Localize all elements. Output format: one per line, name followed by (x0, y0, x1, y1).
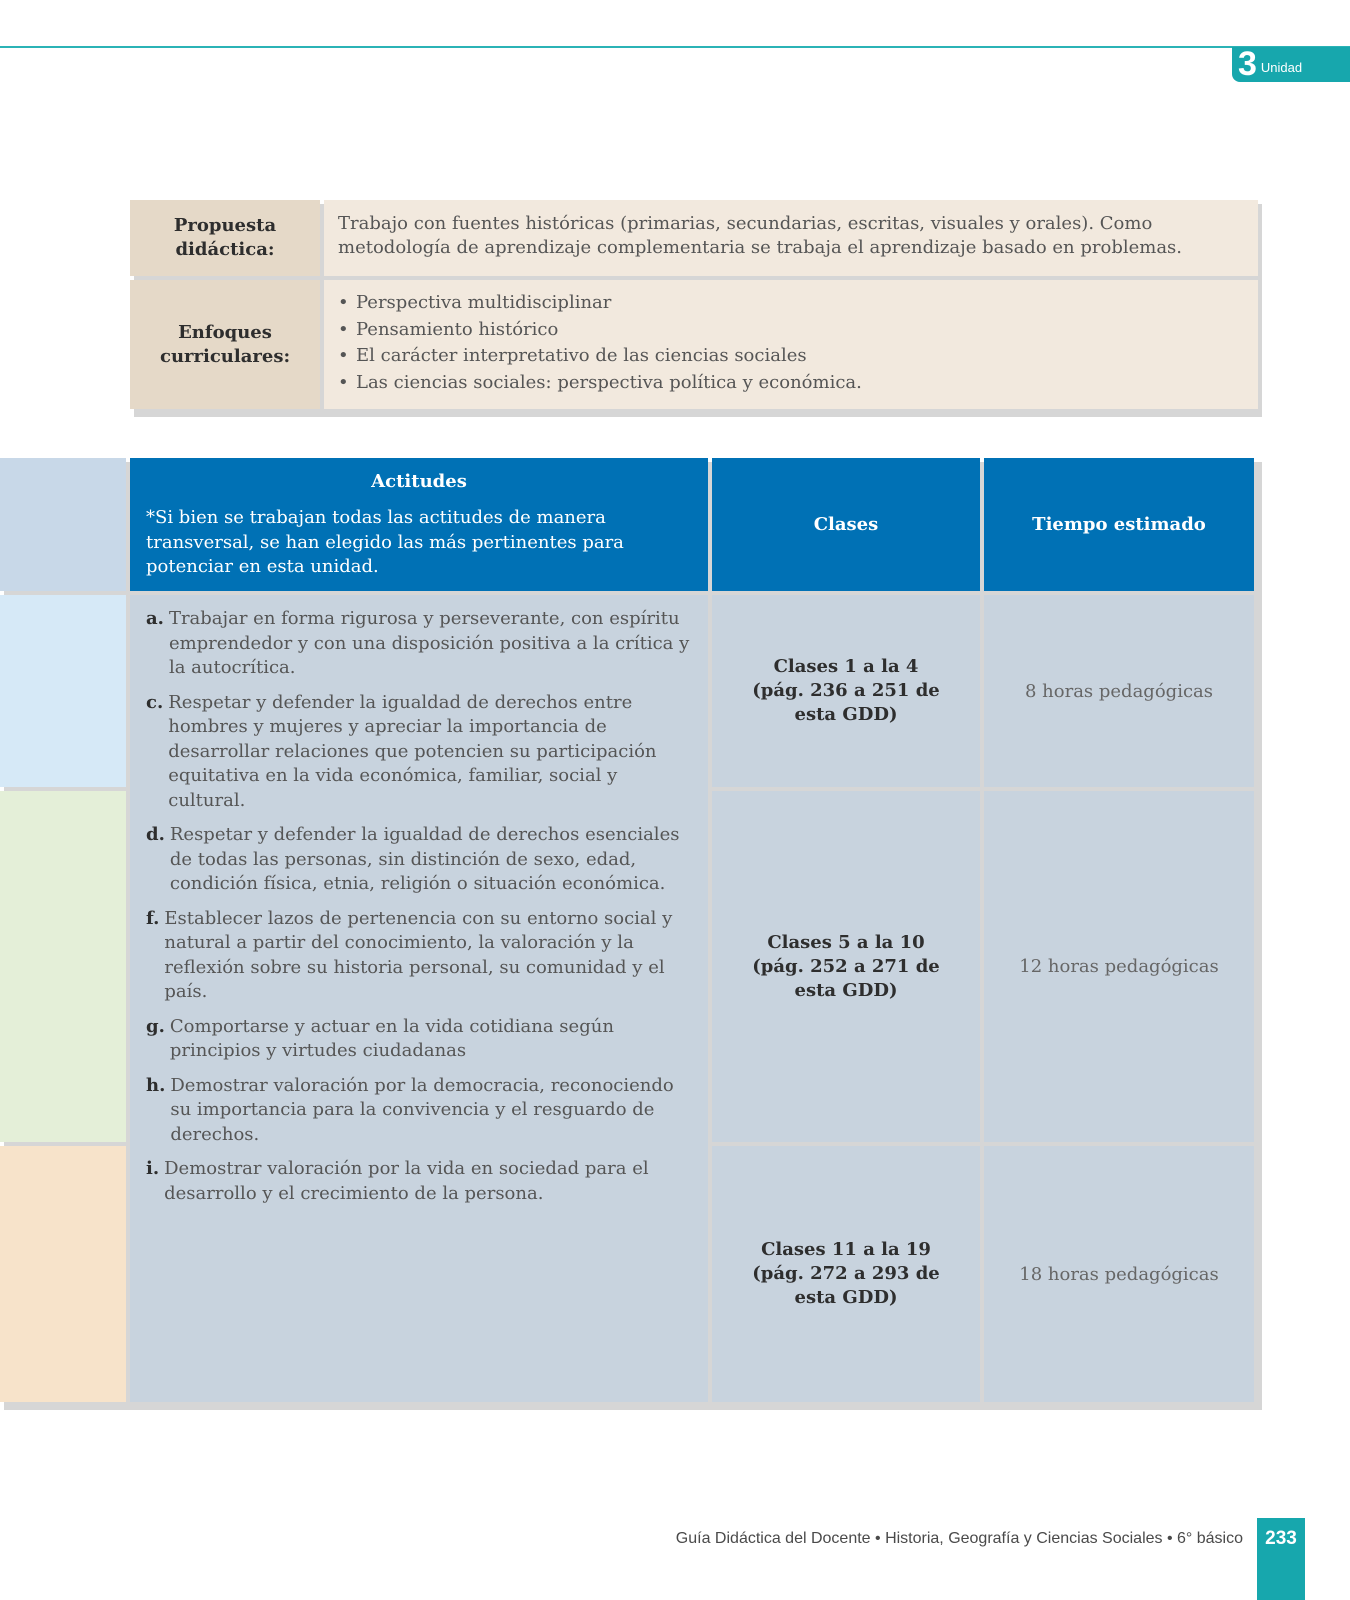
clases-cell-3 (712, 1146, 980, 1402)
side-strip-row-1 (0, 595, 126, 787)
header-actitudes-title: Actitudes (371, 471, 467, 492)
list-item (146, 1015, 694, 1064)
item-text: Demostrar valoración por la democracia, reconociendo su importancia para la convivencia y el resguardo de derechos. (170, 1074, 674, 1145)
clases-text (736, 1238, 956, 1310)
top-rule (0, 46, 1350, 48)
item-letter: d. (146, 824, 165, 845)
info-label-enfoques (130, 280, 320, 409)
item-letter: h. (146, 1074, 166, 1096)
side-strip-row-3 (0, 1146, 126, 1402)
list-item (146, 607, 694, 681)
item-letter: a. (146, 608, 164, 629)
unit-label: Unidad (1260, 60, 1303, 75)
header-actitudes-note: *Si bien se trabajan todas las actitudes de manera transversal, se han elegido las más pertinentes para potenciar en esta unidad. (146, 507, 624, 577)
clases-text (736, 655, 956, 727)
enfoques-list (338, 290, 1244, 396)
clases-text (736, 931, 956, 1003)
item-text: Respetar y defender la igualdad de derechos entre hombres y mujeres y apreciar la importancia de desarrollar relaciones que potencien su participación equitativa en la vida económica, familiar, social y cultural. (168, 691, 657, 811)
info-row-enfoques (130, 280, 1258, 409)
clases-title: Clases 5 a la 10 (767, 931, 925, 953)
clases-ref: (pág. 236 a 251 de esta GDD) (752, 680, 940, 725)
list-item: • Perspectiva multidisciplinar (338, 290, 1244, 317)
side-strip-header (0, 458, 126, 591)
info-content-enfoques (324, 280, 1258, 409)
list-item (146, 823, 694, 897)
item-text: Comportarse y actuar en la vida cotidiana según principios y virtudes ciudadanas (169, 1015, 614, 1061)
tiempo-cell-1: 8 horas pedagógicas (984, 595, 1254, 787)
info-content-propuesta: Trabajo con fuentes históricas (primarias, secundarias, escritas, visuales y orales). Como metodología de aprendizaje complementaria se trabaja el aprendizaje basado en problemas. (324, 200, 1258, 276)
side-strip-row-2 (0, 791, 126, 1142)
list-item (146, 691, 694, 814)
header-clases: Clases (712, 458, 980, 591)
item-letter: g. (146, 1015, 165, 1037)
list-item: • Las ciencias sociales: perspectiva política y económica. (338, 370, 1244, 397)
item-letter: f. (146, 907, 160, 929)
clases-title: Clases 1 a la 4 (773, 656, 919, 677)
list-item: • Pensamiento histórico (338, 317, 1244, 344)
list-item: • El carácter interpretativo de las ciencias sociales (338, 343, 1244, 370)
info-label-text: Enfoques curriculares: (160, 321, 291, 367)
list-item (146, 907, 694, 1005)
item-text: Trabajar en forma rigurosa y perseverante, con espíritu emprendedor y con una disposición positiva a la crítica y la autocrítica. (168, 608, 690, 678)
actitudes-cell (130, 595, 708, 1402)
info-label-propuesta (130, 200, 320, 276)
item-letter: i. (146, 1158, 160, 1179)
unit-number: 3 (1238, 45, 1257, 83)
clases-ref: (pág. 272 a 293 de esta GDD) (752, 1263, 940, 1308)
item-text: Respetar y defender la igualdad de derechos esenciales de todas las personas, sin distinción de sexo, edad, condición física, etnia, religión o situación económica. (169, 824, 680, 894)
tiempo-cell-2: 12 horas pedagógicas (984, 791, 1254, 1142)
clases-title: Clases 11 a la 19 (761, 1239, 931, 1260)
footer-text: Guía Didáctica del Docente • Historia, Geografía y Ciencias Sociales • 6° básico (675, 1530, 1243, 1547)
list-item (146, 1074, 694, 1148)
item-letter: c. (146, 691, 164, 713)
info-row-propuesta (130, 200, 1258, 276)
list-item (146, 1157, 694, 1206)
item-text: Establecer lazos de pertenencia con su entorno social y natural a partir del conocimiento, la valoración y la reflexión sobre su historia personal, su comunidad y el país. (164, 907, 673, 1002)
header-actitudes (130, 458, 708, 591)
unit-tab (1232, 47, 1350, 82)
info-label-text: Propuesta didáctica: (173, 215, 277, 260)
tiempo-cell-3: 18 horas pedagógicas (984, 1146, 1254, 1402)
item-text: Demostrar valoración por la vida en sociedad para el desarrollo y el crecimiento de la persona. (164, 1158, 649, 1204)
clases-ref: (pág. 252 a 271 de esta GDD) (752, 955, 940, 1001)
page-number: 233 (1257, 1518, 1305, 1600)
clases-cell-1 (712, 595, 980, 787)
header-tiempo: Tiempo estimado (984, 458, 1254, 591)
clases-cell-2 (712, 791, 980, 1142)
actitudes-list (146, 607, 694, 1206)
